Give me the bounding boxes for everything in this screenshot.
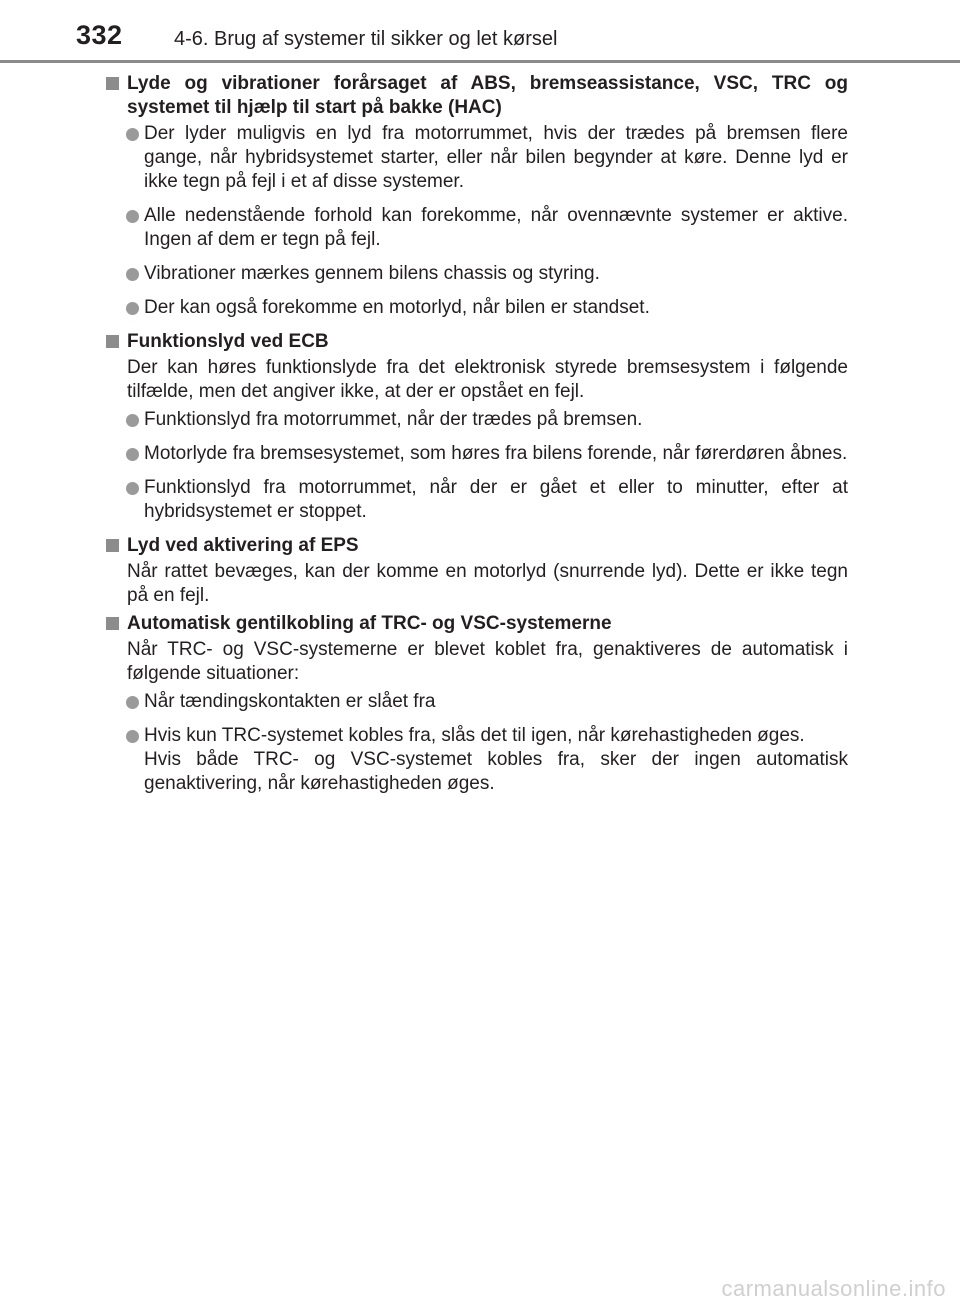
header-divider (0, 60, 960, 63)
circle-bullet-icon (126, 302, 139, 315)
circle-bullet-icon (126, 268, 139, 281)
list-item: Motorlyde fra bremsesystemet, som høres fra bilens forende, når førerdøren åbnes. (104, 442, 848, 466)
section-abs-sounds (104, 72, 848, 320)
circle-bullet-icon (126, 730, 139, 743)
section-ecb-sounds (104, 330, 848, 524)
circle-bullet-icon (126, 128, 139, 141)
page-header (0, 0, 960, 62)
list-item: Når tændingskontakten er slået fra (104, 690, 848, 714)
section-title: Lyd ved aktivering af EPS (104, 534, 848, 558)
circle-bullet-icon (126, 414, 139, 427)
section-trc-vsc-reactivation (104, 612, 848, 796)
circle-bullet-icon (126, 210, 139, 223)
watermark: carmanualsonline.info (721, 1276, 946, 1301)
circle-bullet-icon (126, 696, 139, 709)
list-item: Der lyder muligvis en lyd fra motorrummet, hvis der trædes på bremsen flere gange, når hybridsystemet starter, eller når bilen begynder at køre. Denne lyd er ikke tegn på fejl i et af disse systemer. (104, 122, 848, 194)
section-title: Automatisk gentilkobling af TRC- og VSC-systemerne (104, 612, 848, 636)
list-item: Vibrationer mærkes gennem bilens chassis og styring. (104, 262, 848, 286)
list-item: Funktionslyd fra motorrummet, når der trædes på bremsen. (104, 408, 848, 432)
square-bullet-icon (106, 335, 119, 348)
list-item (104, 724, 848, 796)
square-bullet-icon (106, 77, 119, 90)
circle-bullet-icon (126, 482, 139, 495)
chapter-title: 4-6. Brug af systemer til sikker og let kørsel (174, 28, 558, 50)
section-paragraph: Når TRC- og VSC-systemerne er blevet koblet fra, genaktiveres de automatisk i følgende situationer: (127, 639, 848, 684)
section-title: Funktionslyd ved ECB (104, 330, 848, 354)
section-paragraph: Når rattet bevæges, kan der komme en motorlyd (snurrende lyd). Dette er ikke tegn på en fejl. (127, 561, 848, 606)
page-number: 332 (76, 20, 123, 50)
list-item: Alle nedenstående forhold kan forekomme, når ovennævnte systemer er aktive. Ingen af dem er tegn på fejl. (104, 204, 848, 252)
square-bullet-icon (106, 539, 119, 552)
circle-bullet-icon (126, 448, 139, 461)
square-bullet-icon (106, 617, 119, 630)
list-item-text: Hvis både TRC- og VSC-systemet kobles fra, sker der ingen automatisk genaktivering, når kørehastigheden øges. (144, 749, 848, 794)
section-title: Lyde og vibrationer forårsaget af ABS, bremseassistance, VSC, TRC og systemet til hjælp til start på bakke (HAC) (104, 72, 848, 120)
section-paragraph: Der kan høres funktionslyde fra det elektronisk styrede bremsesystem i følgende tilfælde, men det angiver ikke, at der er opstået en fejl. (127, 357, 848, 402)
section-eps-sounds (104, 534, 848, 608)
page-content (104, 72, 848, 806)
list-item: Der kan også forekomme en motorlyd, når bilen er standset. (104, 296, 848, 320)
list-item: Funktionslyd fra motorrummet, når der er gået et eller to minutter, efter at hybridsystemet er stoppet. (104, 476, 848, 524)
list-item-text: Hvis kun TRC-systemet kobles fra, slås det til igen, når kørehastigheden øges. (144, 725, 805, 746)
